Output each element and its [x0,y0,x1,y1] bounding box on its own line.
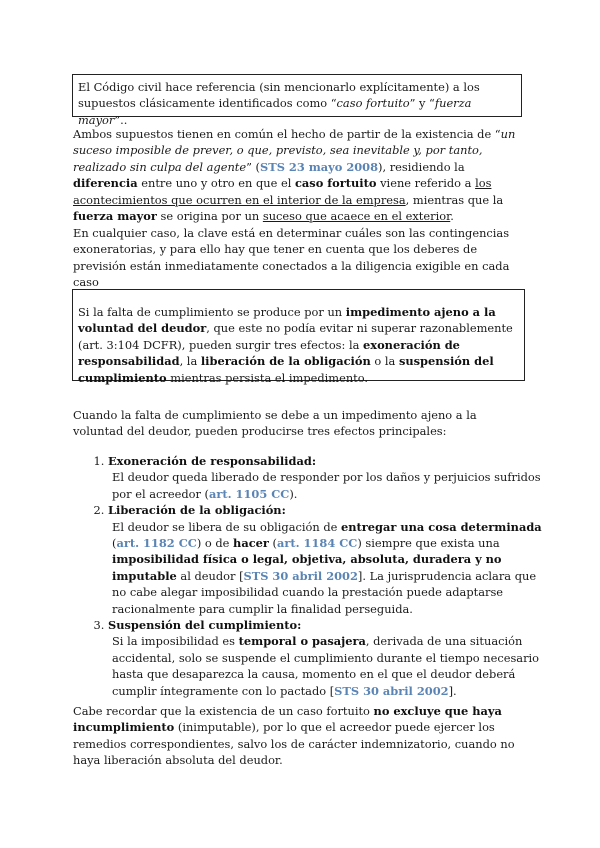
intro-box: El Código civil hace referencia (sin mencionarlo explícitamente) a los supuestos clásicamente identificados como “caso fortuito” y “fuerza mayor”.. [72,74,522,117]
list-item: 3. Suspensión del cumplimiento: Si la imposibilidad es temporal o pasajera, derivada de una situación accidental, solo se suspende el cumplimiento durante el tiempo necesario hasta que desaparezca la causa, momento en el que el deudor deberá cumplir íntegramente con lo pactado [STS 30 abril 2002]. [108,617,543,699]
list-item: 1. Exoneración de responsabilidad: El deudor queda liberado de responder por los daños y perjuicios sufridos por el acreedor (art. 1105 CC). [108,453,543,502]
paragraph-conclusion: Cabe recordar que la existencia de un caso fortuito no excluye que haya incumplimiento (inimputable), por lo que el acreedor puede ejercer los remedios correspondientes, salvo los de carácter indemnizatorio, cuando no haya liberación absoluta del deudor. [73,704,515,768]
effects-list [90,453,543,699]
link-sts-2002[interactable]: STS 30 abril 2002 [243,568,358,583]
paragraph-effects-intro: Cuando la falta de cumplimiento se debe a un impedimento ajeno a la voluntad del deudor, pueden producirse tres efectos principales: [73,408,477,439]
paragraph-definition: Ambos supuestos tienen en común el hecho de partir de la existencia de “un suceso imposible de prever, o que, previsto, sea inevitable y, por tanto, realizado sin culpa del agente” (STS 23 mayo 2008), residiendo la diferencia entre uno y otro en que el caso fortuito viene referido a los acontecimientos que ocurren en el interior de la empresa, mientras que la fuerza mayor se origina por un suceso que acaece en el exterior. [73,127,516,224]
link-sts-2002-b[interactable]: STS 30 abril 2002 [334,683,449,698]
effect-title: Exoneración de responsabilidad: [108,454,317,468]
link-sts-2008[interactable]: STS 23 mayo 2008 [260,159,379,174]
effect-title: Liberación de la obligación: [108,503,286,518]
effect-title: Suspensión del cumplimiento: [108,618,302,633]
link-art-1184[interactable]: art. 1184 CC [276,536,358,551]
link-art-1105[interactable]: art. 1105 CC [208,486,290,501]
rule-box: Si la falta de cumplimiento se produce por un impedimento ajeno a la voluntad del deudor, que este no podía evitar ni superar razonablemente (art. 3:104 DCFR), pueden surgir tres efectos: la exoneración de responsabilidad, la liberación de la obligación o la suspensión del cumplimiento mientras persista el impedimento. [72,289,525,381]
caso-fortuito-term: caso fortuito [336,96,410,111]
paragraph-contingencies: En cualquier caso, la clave está en determinar cuáles son las contingencias exoneratorias, y para ello hay que tener en cuenta que los deberes de previsión están inmediatamente conectados a la diligencia exigible en cada caso [73,226,510,290]
fuerza-mayor-term: fuerza mayor [78,96,472,127]
list-item: 2. Liberación de la obligación: El deudor se libera de su obligación de entregar una cosa determinada (art. 1182 CC) o de hacer (art. 1184 CC) siempre que exista una imposibilidad física o legal, objetiva, absoluta, duradera y no imputable al deudor [STS 30 abril 2002]. La jurisprudencia aclara que no cabe alegar imposibilidad cuando la prestación puede adaptarse racionalmente para cumplir la finalidad perseguida. [108,502,543,617]
link-art-1182[interactable]: art. 1182 CC [116,536,197,551]
